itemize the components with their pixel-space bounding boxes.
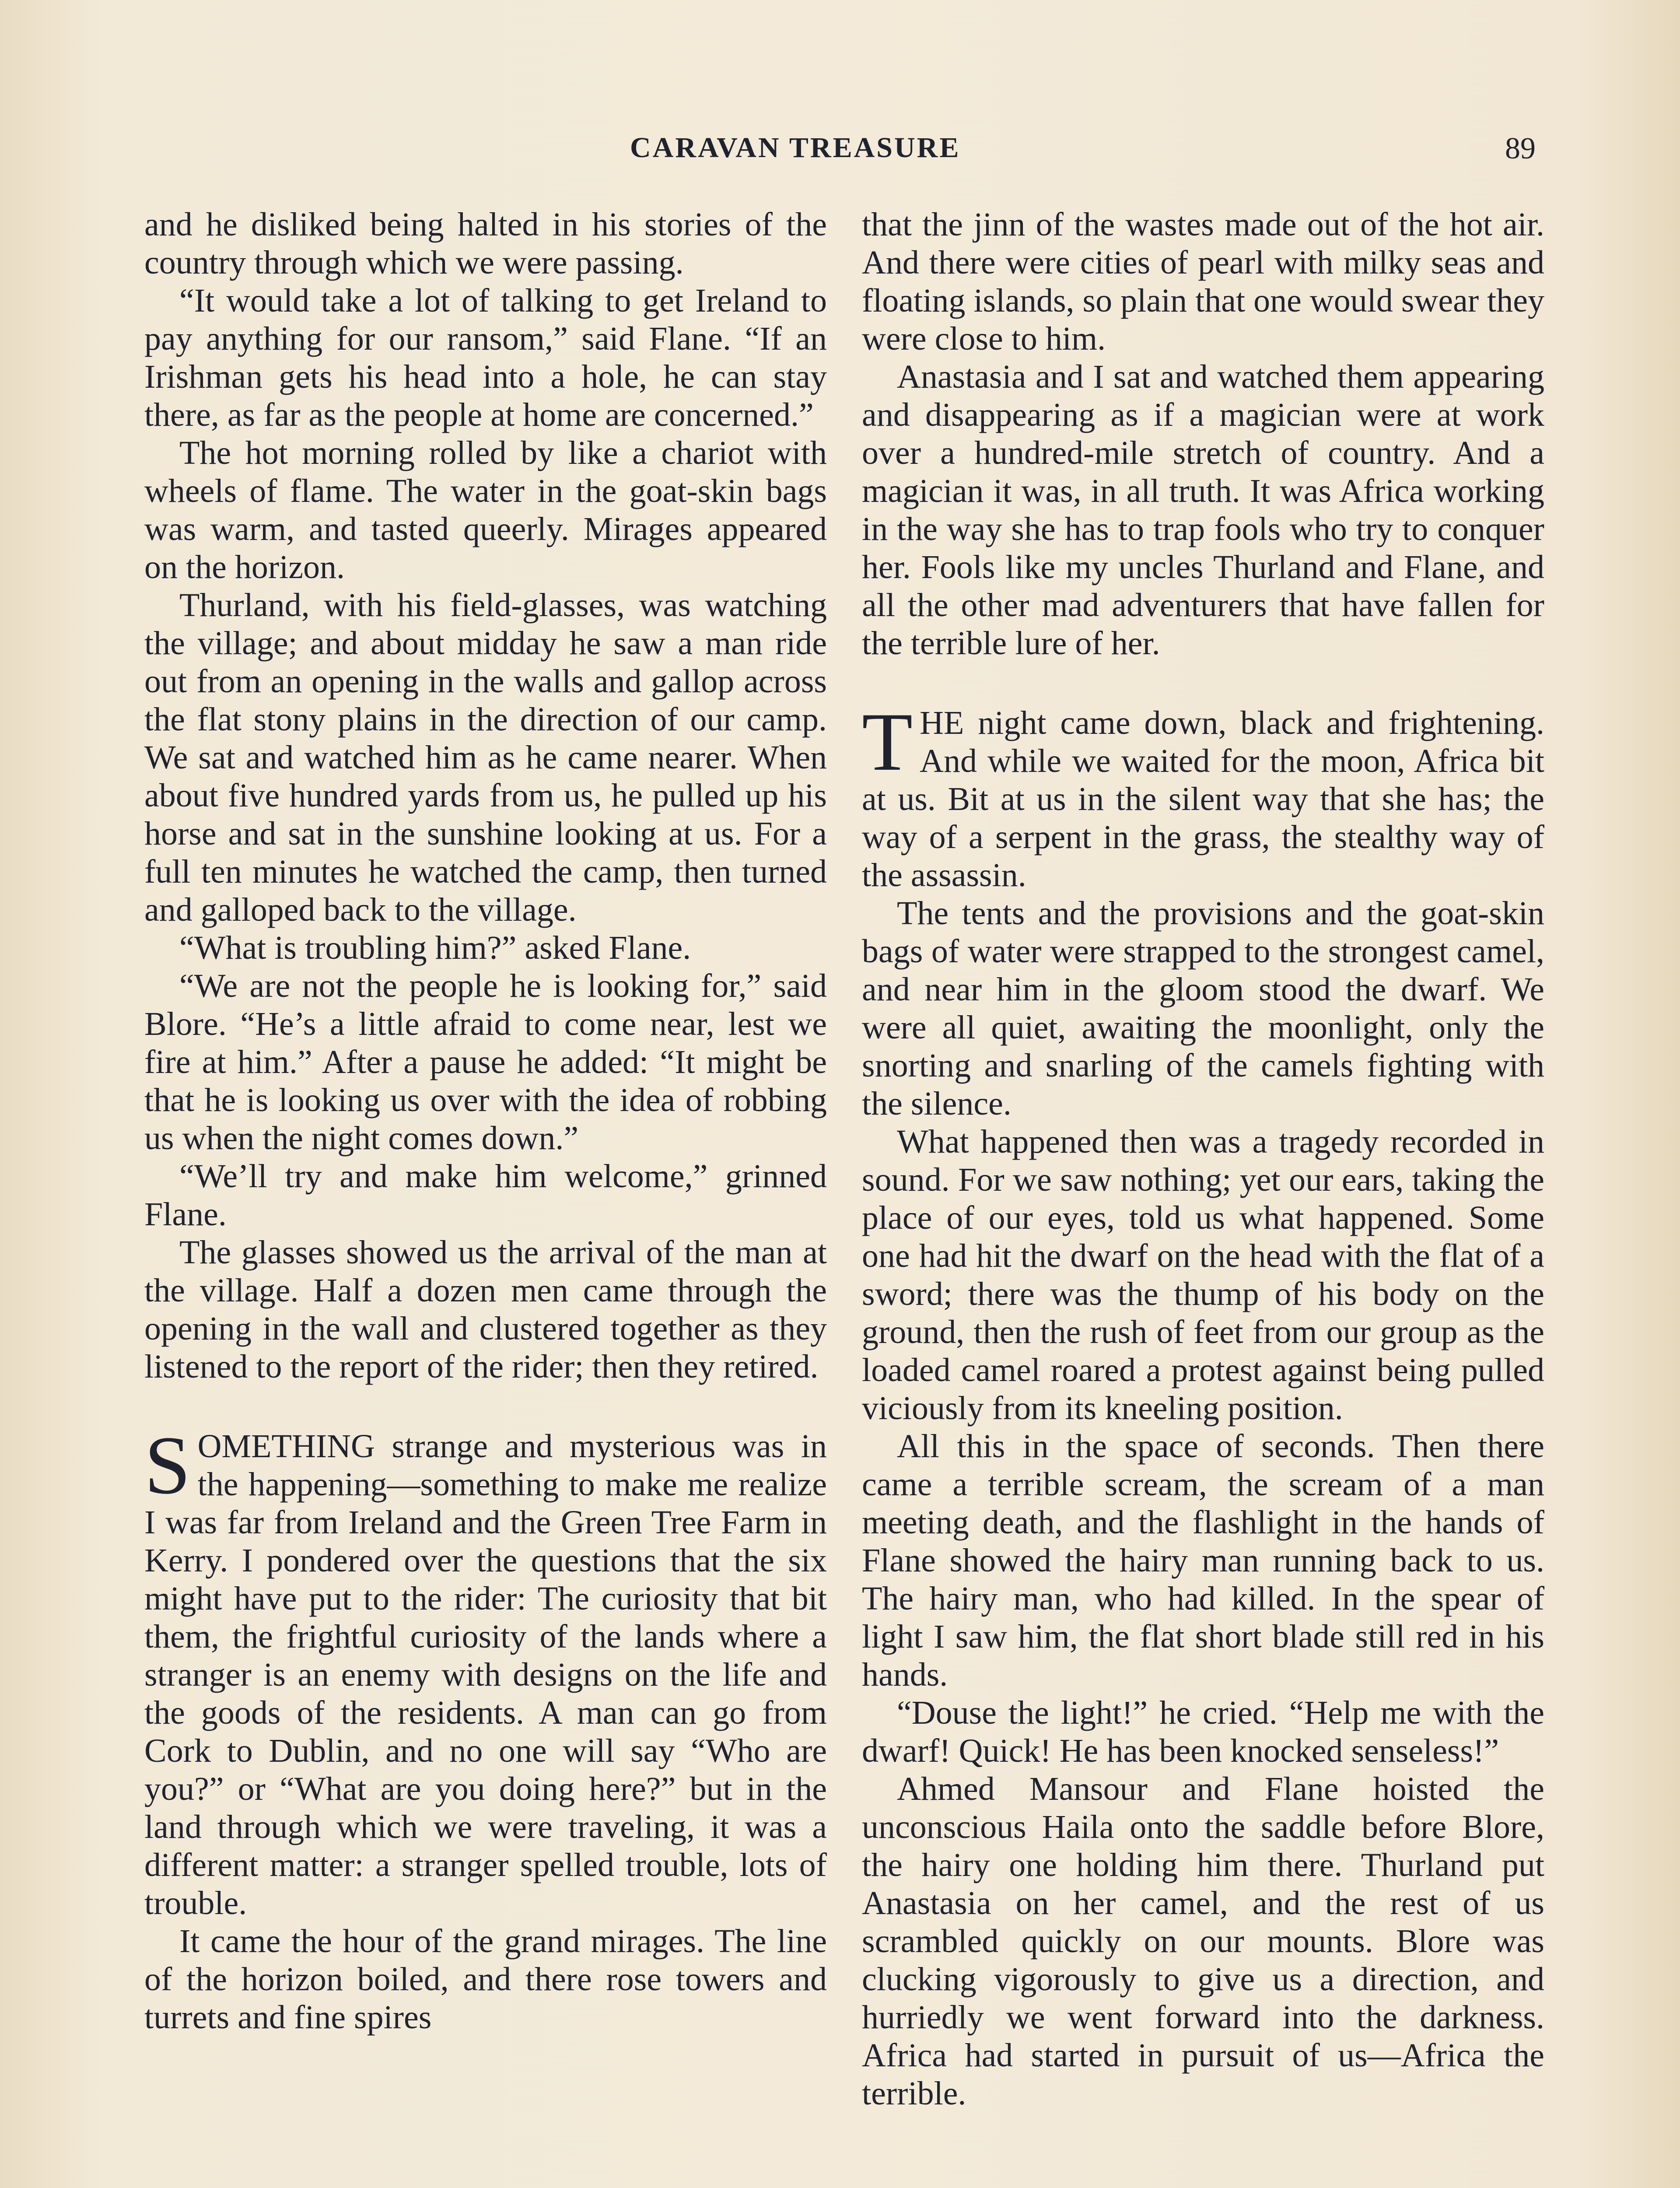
paragraph: “Douse the light!” he cried. “Help me with the dwarf! Quick! He has been knocked senseless!”	[862, 1694, 1544, 1769]
paragraph: Thurland, with his field-glasses, was watching the village; and about midday he saw a man ride out from an opening in the walls and gallop across the flat stony plains in the direction of our camp. We sat and watched him as he came nearer. When about five hundred yards from us, he pulled up his horse and sat in the sunshine looking at us. For a full ten minutes he watched the camp, then turned and galloped back to the village.	[144, 587, 827, 928]
paragraph: “We are not the people he is looking for,” said Blore. “He’s a little afraid to come near, lest we fire at him.” After a pause he added: “It might be that he is looking us over with the idea of robbing us when the night comes down.”	[144, 968, 827, 1157]
paragraph: that the jinn of the wastes made out of the hot air. And there were cities of pearl with milky seas and floating islands, so plain that one would swear they were close to him.	[862, 206, 1544, 357]
paragraph: “What is troubling him?” asked Flane.	[179, 929, 691, 966]
running-title: CARAVAN TREASURE	[630, 132, 961, 164]
paragraph: The tents and the provisions and the goat-skin bags of water were strapped to the strongest camel, and near him in the gloom stood the dwarf. We were all quiet, awaiting the moonlight, only the snorting and snarling of the camels fighting with the silence.	[862, 895, 1544, 1122]
paragraph: All this in the space of seconds. Then there came a terrible scream, the scream of a man meeting death, and the flashlight in the hands of Flane showed the hairy man running back to us. The hairy man, who had killed. In the spear of light I saw him, the flat short blade still red in his hands.	[862, 1428, 1544, 1693]
paragraph: The glasses showed us the arrival of the man at the village. Half a dozen men came through the opening in the wall and clustered together as they listened to the report of the rider; then they retired.	[144, 1234, 827, 1385]
paragraph: “It would take a lot of talking to get Ireland to pay anything for our ransom,” said Flane. “If an Irishman gets his head into a hole, he can stay there, as far as the people at home are concerned.”	[144, 282, 827, 433]
paragraph: It came the hour of the grand mirages. The line of the horizon boiled, and there rose towers and turrets and fine spires	[144, 1923, 827, 2036]
paragraph-text: HE night came down, black and frightening. And while we waited for the moon, Africa bit at us. Bit at us in the silent way that she has; the way of a serpent in the grass, the stealthy way of the assassin.	[862, 705, 1544, 894]
drop-cap: S	[144, 1420, 191, 1511]
paragraph: Ahmed Mansour and Flane hoisted the unconscious Haila onto the saddle before Blore, the hairy one holding him there. Thurland put Anastasia on her camel, and the rest of us scrambled quickly on our mounts. Blore was clucking vigorously to give us a direction, and hurriedly we went forward into the darkness. Africa had started in pursuit of us—Africa the terrible.	[862, 1771, 1544, 2112]
right-column	[862, 206, 1544, 2113]
left-column	[144, 206, 827, 2037]
paragraph: What happened then was a tragedy recorded in sound. For we saw nothing; yet our ears, taking the place of our eyes, told us what happened. Some one had hit the dwarf on the head with the flat of a sword; there was the thump of his body on the ground, then the rush of feet from our group as the loaded camel roared a protest against being pulled viciously from its kneeling position.	[862, 1123, 1544, 1427]
paragraph: “We’ll try and make him welcome,” grinned Flane.	[144, 1158, 827, 1233]
page-number: 89	[1505, 132, 1536, 165]
paragraph: and he disliked being halted in his stories of the country through which we were passing.	[144, 206, 827, 281]
drop-cap: T	[862, 696, 913, 788]
paragraph: The hot morning rolled by like a chariot with wheels of flame. The water in the goat-skin bags was warm, and tasted queerly. Mirages appeared on the horizon.	[144, 435, 827, 586]
paragraph: Anastasia and I sat and watched them appearing and disappearing as if a magician were at work over a hundred-mile stretch of country. And a magician it was, in all truth. It was Africa working in the way she has to trap fools who try to conquer her. Fools like my uncles Thurland and Flane, and all the other mad adventurers that have fallen for the terrible lure of her.	[862, 358, 1544, 662]
section-paragraph	[862, 696, 1544, 894]
paragraph-text: OMETHING strange and mysterious was in the happening—something to make me realize I was far from Ireland and the Green Tree Farm in Kerry. I pondered over the questions that the six might have put to the rider: The curiosity that bit them, the frightful curiosity of the lands where a stranger is an enemy with designs on the life and the goods of the residents. A man can go from Cork to Dublin, and no one will say “Who are you?” or “What are you doing here?” but in the land through which we were traveling, it was a different matter: a stranger spelled trouble, lots of trouble.	[144, 1428, 827, 1922]
section-paragraph	[144, 1420, 827, 1922]
